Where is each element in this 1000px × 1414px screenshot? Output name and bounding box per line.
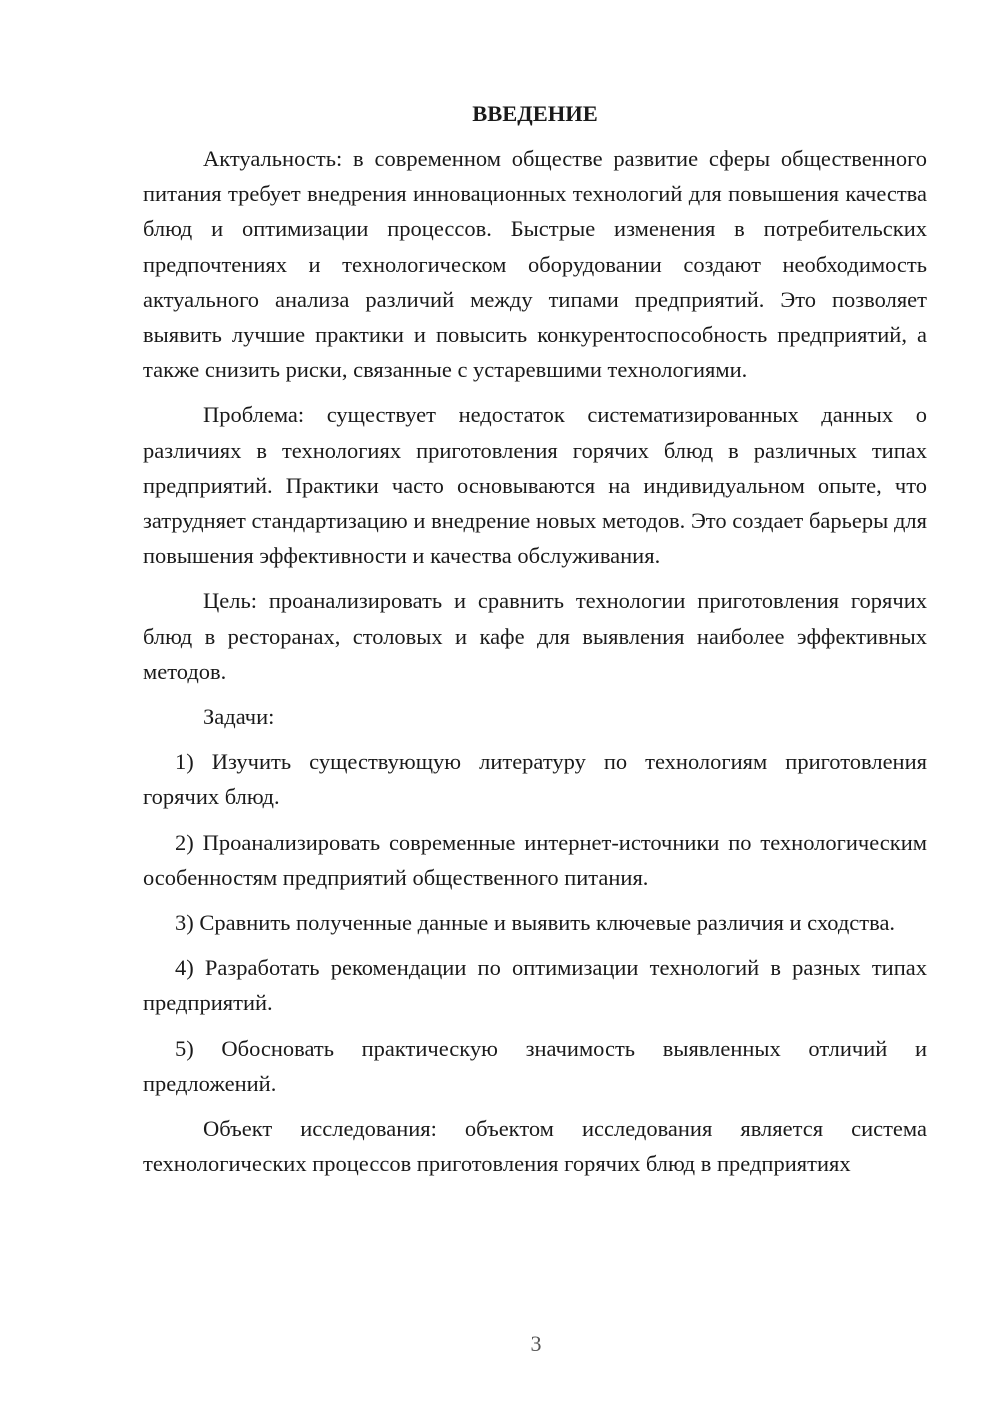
task-item-4: 4) Разработать рекомендации по оптимизации технологий в разных типах предприятий. — [143, 955, 927, 1016]
paragraph-goal: Цель: проанализировать и сравнить технологии приготовления горячих блюд в ресторанах, столовых и кафе для выявления наиболее эффективных методов. — [143, 588, 927, 684]
task-item-1: 1) Изучить существующую литературу по технологиям приготовления горячих блюд. — [143, 749, 927, 810]
tasks-heading: Задачи: — [203, 704, 275, 730]
task-item-3: 3) Сравнить полученные данные и выявить ключевые различия и сходства. — [175, 910, 896, 936]
task-item-5: 5) Обосновать практическую значимость выявленных отличий и предложений. — [143, 1035, 927, 1096]
paragraph-problem: Проблема: существует недостаток систематизированных данных о различиях в технологиях приготовления горячих блюд в различных типах предприятий. Практики часто основываются на индивидуальном опыте, что затрудняет стандартизацию и внедрение новых методов. Это создает барьеры для повышения эффективности и качества обслуживания. — [143, 402, 927, 569]
paragraph-object: Объект исследования: объектом исследования является система технологических процессов приготовления горячих блюд в предприятиях — [143, 1116, 927, 1177]
paragraph-relevance: Актуальность: в современном обществе развитие сферы общественного питания требует внедрения инновационных технологий для повышения качества блюд и оптимизации процессов. Быстрые изменения в потребительских предпочтениях и технологическом оборудовании создают необходимость актуального анализа различий между типами предприятий. Это позволяет выявить лучшие практики и повысить конкурентоспособность предприятий, а также снизить риски, связанные с устаревшими технологиями. — [143, 146, 927, 383]
task-item-2: 2) Проанализировать современные интернет-источники по технологическим особенностям предприятий общественного питания. — [143, 829, 927, 890]
page-content — [143, 96, 927, 1191]
page-number: 3 — [530, 1331, 542, 1356]
section-title: ВВЕДЕНИЕ — [472, 101, 598, 126]
